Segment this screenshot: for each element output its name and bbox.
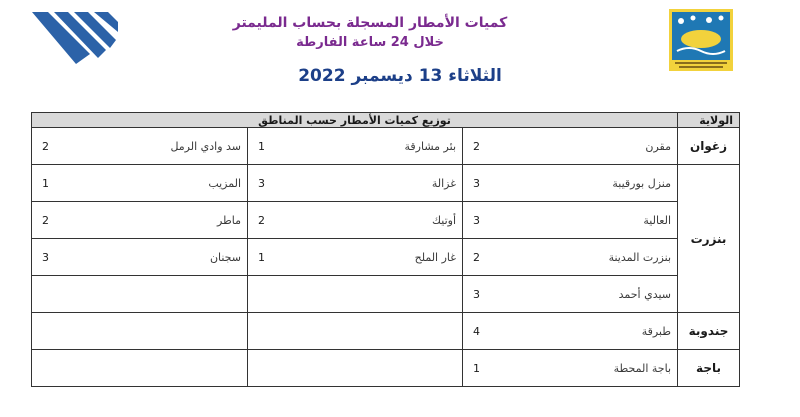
table-row — [32, 165, 740, 202]
station-cell — [463, 276, 678, 313]
station-cell — [32, 202, 248, 239]
station-cell — [463, 202, 678, 239]
station-cell — [32, 239, 248, 276]
station-cell — [248, 276, 463, 313]
table-row — [32, 313, 740, 350]
rain-value: 1 — [473, 361, 481, 375]
institute-logo-icon — [669, 9, 733, 71]
station-cell — [463, 239, 678, 276]
station-cell — [248, 202, 463, 239]
station-cell — [463, 165, 678, 202]
rain-value: 3 — [258, 176, 266, 190]
governorate-cell: زغوان — [678, 128, 740, 165]
station-name: بئر مشارقة — [404, 139, 457, 153]
table-header-row — [32, 113, 740, 128]
station-name: مقرن — [645, 139, 672, 153]
rain-value: 3 — [42, 250, 49, 264]
rain-value: 1 — [42, 176, 49, 190]
station-name: المزيب — [208, 176, 242, 190]
station-name: بنزرت المدينة — [608, 250, 672, 264]
rain-value: 3 — [473, 287, 481, 301]
station-cell — [248, 128, 463, 165]
station-cell — [248, 165, 463, 202]
station-cell — [463, 350, 678, 387]
table-row — [32, 350, 740, 387]
station-cell — [32, 128, 248, 165]
station-name: منزل بورقيبة — [612, 176, 672, 190]
station-name: العالية — [643, 213, 672, 227]
station-name: أوتيك — [431, 213, 457, 227]
governorate-column-header: الولاية — [678, 113, 740, 128]
rain-value: 2 — [473, 250, 481, 264]
rain-value: 2 — [42, 213, 49, 227]
rain-value: 3 — [473, 213, 481, 227]
rain-value: 4 — [473, 324, 481, 338]
station-cell — [248, 350, 463, 387]
title-line-2: خلال 24 ساعة الفارطة — [296, 35, 444, 50]
rain-value: 1 — [258, 250, 266, 264]
weather-logo-icon — [28, 12, 118, 64]
rainfall-table — [31, 112, 740, 387]
station-cell — [248, 239, 463, 276]
title-line-1: كميات الأمطار المسجلة بحساب المليمتر — [232, 15, 508, 31]
station-cell — [248, 313, 463, 350]
rain-value: 2 — [258, 213, 266, 227]
station-name: غار الملح — [414, 250, 457, 264]
rain-value: 2 — [473, 139, 481, 153]
station-cell — [463, 128, 678, 165]
station-name: باجة المحطة — [613, 361, 672, 375]
distribution-column-header: توزيع كميات الأمطار حسب المناطق — [32, 113, 678, 128]
rain-value: 3 — [473, 176, 481, 190]
table-row — [32, 239, 740, 276]
station-cell — [32, 313, 248, 350]
rain-value: 2 — [42, 139, 49, 153]
station-cell — [32, 350, 248, 387]
station-name: سد وادي الرمل — [170, 139, 242, 153]
station-name: ماطر — [216, 213, 242, 227]
rain-value: 1 — [258, 139, 266, 153]
report-date: الثلاثاء 13 ديسمبر 2022 — [298, 66, 502, 86]
table-row — [32, 128, 740, 165]
station-name: سجنان — [209, 250, 242, 264]
table-row — [32, 202, 740, 239]
table-row — [32, 276, 740, 313]
station-name: غزالة — [431, 176, 457, 190]
station-cell — [32, 165, 248, 202]
report-title — [210, 14, 530, 52]
station-cell — [32, 276, 248, 313]
station-name: طبرقة — [641, 324, 672, 338]
governorate-cell: باجة — [678, 350, 740, 387]
station-cell — [463, 313, 678, 350]
governorate-cell: جندوبة — [678, 313, 740, 350]
station-name: سيدي أحمد — [618, 287, 672, 301]
governorate-cell: بنزرت — [678, 165, 740, 313]
